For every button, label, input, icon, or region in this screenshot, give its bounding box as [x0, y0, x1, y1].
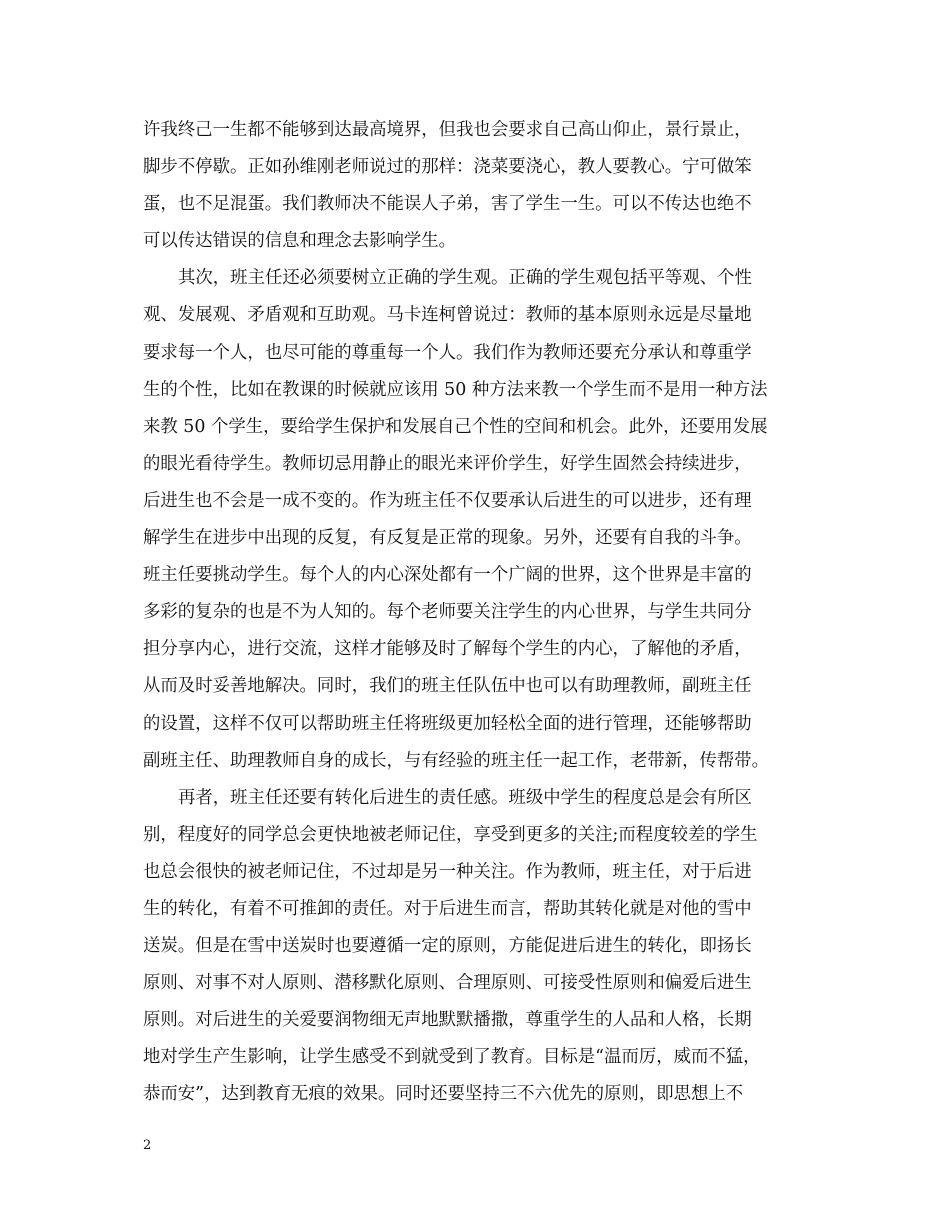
text-line: 观、发展观、矛盾观和互助观。马卡连柯曾说过：教师的基本原则永远是尽量地	[143, 305, 752, 326]
text-line: 生的转化，有着不可推卸的责任。对于后进生而言，帮助其转化就是对他的雪中	[143, 898, 752, 919]
text-line: 其次，班主任还必须要树立正确的学生观。正确的学生观包括平等观、个性	[178, 268, 752, 289]
text-line: 后进生也不会是一成不变的。作为班主任不仅要承认后进生的可以进步，还有理	[143, 490, 752, 511]
text-line: 再者，班主任还要有转化后进生的责任感。班级中学生的程度总是会有所区	[178, 787, 752, 808]
text-line: 的眼光看待学生。教师切忌用静止的眼光来评价学生，好学生固然会持续进步，	[143, 453, 752, 474]
text-line: 要求每一个人，也尽可能的尊重每一个人。我们作为教师还要充分承认和尊重学	[143, 342, 752, 363]
text-line: 从而及时妥善地解决。同时，我们的班主任队伍中也可以有助理教师，副班主任	[143, 676, 752, 697]
text-line: 班主任要挑动学生。每个人的内心深处都有一个广阔的世界，这个世界是丰富的	[143, 565, 752, 586]
text-line: 送炭。但是在雪中送炭时也要遵循一定的原则，方能促进后进生的转化，即扬长	[143, 936, 752, 957]
page-number: 2	[143, 1138, 152, 1153]
text-line: 原则。对后进生的关爱要润物细无声地默默播撒，尊重学生的人品和人格，长期	[143, 1010, 752, 1031]
text-line: 地对学生产生影响，让学生感受不到就受到了教育。目标是“温而厉，威而不猛，	[143, 1047, 761, 1068]
text-line: 生的个性，比如在教课的时候就应该用 50 种方法来教一个学生而不是用一种方法	[143, 379, 768, 400]
text-line: 的设置，这样不仅可以帮助班主任将班级更加轻松全面的进行管理，还能够帮助	[143, 713, 752, 734]
text-line: 也总会很快的被老师记住，不过却是另一种关注。作为教师，班主任，对于后进	[143, 861, 752, 882]
text-line: 可以传达错误的信息和理念去影响学生。	[143, 231, 457, 252]
text-line: 副班主任、助理教师自身的成长，与有经验的班主任一起工作，老带新，传帮带。	[143, 750, 770, 771]
text-line: 许我终己一生都不能够到达最高境界，但我也会要求自己高山仰止，景行景止，	[143, 120, 752, 140]
text-line: 脚步不停歇。正如孙维刚老师说过的那样：浇菜要浇心，教人要教心。宁可做笨	[143, 157, 752, 178]
text-line: 蛋，也不足混蛋。我们教师决不能误人子弟，害了学生一生。可以不传达也绝不	[143, 194, 752, 215]
text-line: 别，程度好的同学总会更快地被老师记住，享受到更多的关注;而程度较差的学生	[143, 824, 758, 845]
body-text	[143, 112, 808, 1114]
text-line: 解学生在进步中出现的反复，有反复是正常的现象。另外，还要有自我的斗争。	[143, 528, 752, 549]
text-line: 担分享内心，进行交流，这样才能够及时了解每个学生的内心，了解他的矛盾，	[143, 639, 752, 660]
text-line: 原则、对事不对人原则、潜移默化原则、合理原则、可接受性原则和偏爱后进生	[143, 973, 752, 994]
text-line: 恭而安”，达到教育无痕的效果。同时还要坚持三不六优先的原则，即思想上不	[143, 1084, 744, 1105]
text-line: 来教 50 个学生，要给学生保护和发展自己个性的空间和机会。此外，还要用发展	[143, 416, 768, 437]
text-line: 多彩的复杂的也是不为人知的。每个老师要关注学生的内心世界，与学生共同分	[143, 602, 752, 623]
